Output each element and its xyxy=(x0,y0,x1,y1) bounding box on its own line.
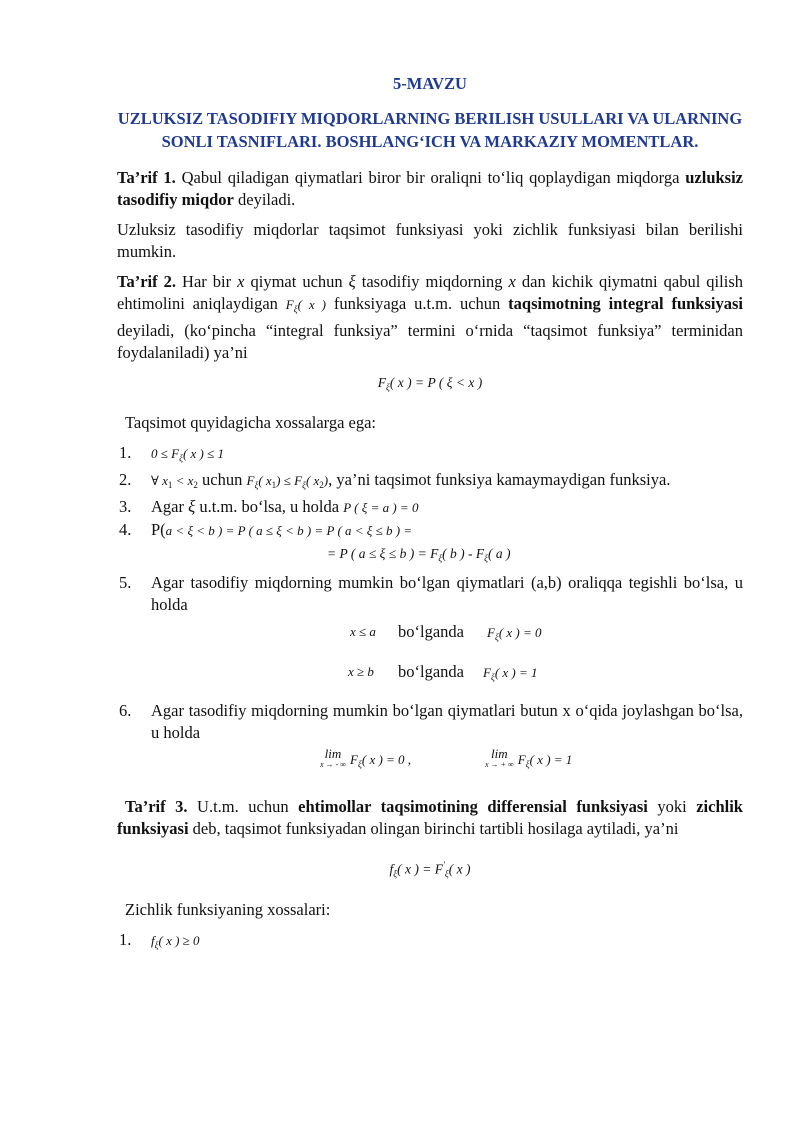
definition-term: zichlik funksiyasi xyxy=(117,797,743,838)
math-subscript: ξ xyxy=(525,759,530,769)
math-subscript: ξ xyxy=(358,759,362,769)
math: ( x xyxy=(258,473,272,488)
formula-density xyxy=(117,854,743,885)
definition-3 xyxy=(117,796,743,840)
text: deb, taqsimot funksiyadan olingan birinchi tartibli hosilaga aytiladi, ya’ni xyxy=(188,819,679,838)
text: uchun xyxy=(197,470,247,489)
definition-text: deyiladi. xyxy=(233,190,296,209)
list-number: 1. xyxy=(119,929,132,949)
list-number: 6. xyxy=(119,701,132,720)
text: qiymat uchun xyxy=(244,272,349,291)
definition-2 xyxy=(117,271,743,364)
list-item xyxy=(119,519,743,542)
math: ( x xyxy=(305,473,320,488)
math: f xyxy=(389,861,394,877)
text: tasodifiy miqdorning xyxy=(355,272,509,291)
math-arg: ( x ) xyxy=(297,297,326,312)
math: F xyxy=(483,665,491,680)
math-subscript: ξ xyxy=(386,382,390,392)
math: F xyxy=(377,375,387,390)
list-item xyxy=(119,442,743,469)
list-text xyxy=(151,442,743,469)
list-number: 4. xyxy=(119,520,132,539)
math: P ( ξ = a ) = 0 xyxy=(343,500,419,515)
definition-label: Ta’rif 2. xyxy=(117,272,177,291)
text: bo‘lganda xyxy=(398,622,464,641)
definition-term: uzluksiz tasodifiy miqdor xyxy=(117,168,744,209)
definition-term: taqsimotning integral funksiyasi xyxy=(508,294,743,313)
math-subscript: 2 xyxy=(193,480,198,490)
math-subscript: ξ xyxy=(254,480,259,490)
density-intro: Zichlik funksiyaning xossalari: xyxy=(125,899,331,919)
math-subscript: ξ xyxy=(438,553,443,563)
document-page xyxy=(117,0,743,956)
list-text xyxy=(151,469,743,496)
math: ) ≤ F xyxy=(276,473,303,488)
math-subscript: 1 xyxy=(271,480,277,490)
text: Agar xyxy=(151,497,189,516)
list-text xyxy=(151,519,743,542)
case-row xyxy=(119,661,743,688)
definition-label: Ta’rif 3. xyxy=(125,797,188,816)
paragraph: Uzluksiz tasodifiy miqdorlar taqsimot funksiyasi yoki zichlik funksiyasi bilan berilishi mumkin. xyxy=(117,220,743,261)
math: lim xyxy=(491,746,508,761)
math: ( x ) xyxy=(448,861,471,877)
properties-intro: Taqsimot quyidagicha xossalarga ega: xyxy=(125,413,377,432)
math: ( x ) = F xyxy=(397,861,443,877)
math-subscript: ξ xyxy=(444,868,449,879)
math-subscript: 2 xyxy=(319,480,324,490)
math: F xyxy=(246,473,255,488)
math: = P ( a ≤ ξ ≤ b ) = F xyxy=(327,546,439,561)
math-subscript: ξ xyxy=(494,632,499,642)
list-item xyxy=(119,496,743,519)
topic-heading: 5-MAVZU xyxy=(393,74,467,93)
list-text: Agar tasodifiy miqdorning mumkin bo‘lgan qiymatlari (a,b) oraliqqa tegishli bo‘lsa, u holda xyxy=(151,573,743,614)
math: a < ξ < b ) = P ( a ≤ ξ < b ) = P ( a < ξ ≤ b ) = xyxy=(165,523,413,538)
list-item xyxy=(119,700,743,744)
math: ( x ) = P ( ξ < x ) xyxy=(389,375,483,390)
limit-plus xyxy=(485,748,572,775)
math-subscript: ξ xyxy=(393,868,398,879)
limits-row xyxy=(119,748,743,775)
list-number: 3. xyxy=(119,497,132,516)
text: Har bir xyxy=(176,272,238,291)
math: x ≤ a xyxy=(350,624,376,639)
math: ( x ) = 1 xyxy=(494,665,538,680)
text: U.t.m. uchun xyxy=(187,797,299,816)
formula-continuation xyxy=(119,542,743,570)
math-prime: ' xyxy=(442,860,445,870)
math-subscript: 1 xyxy=(167,480,173,490)
math: ∀ x xyxy=(151,473,168,488)
text: yoki xyxy=(647,797,697,816)
case-row xyxy=(119,621,743,648)
math: ( x ) = 0 , xyxy=(361,752,412,767)
math-var: F xyxy=(285,297,294,312)
list-item xyxy=(119,469,743,496)
math-subscript: ξ xyxy=(302,480,306,490)
math: ( x ) ≥ 0 xyxy=(158,932,200,948)
list-number: 2. xyxy=(119,470,132,489)
math-var: x xyxy=(508,272,516,291)
math: < x xyxy=(172,473,194,488)
math: f xyxy=(151,932,155,948)
math: 0 ≤ F xyxy=(151,446,180,461)
math: ( a ) xyxy=(488,546,511,561)
math: x ≥ b xyxy=(348,664,374,679)
limit-minus xyxy=(320,748,485,775)
list-item xyxy=(119,572,743,616)
math-subscript: ξ xyxy=(179,453,183,463)
definition-label: Ta’rif 1. xyxy=(117,168,176,187)
math: ( b ) - F xyxy=(442,546,485,561)
math: F xyxy=(350,752,358,767)
definition-term: ehtimollar taqsimotining differensial funksiyasi xyxy=(298,797,648,816)
formula-integral xyxy=(117,372,743,398)
list-number: 1. xyxy=(119,443,132,462)
list-text xyxy=(151,929,743,956)
math: ) xyxy=(323,473,329,488)
text: P( xyxy=(151,520,166,539)
text: dan kichik qiymatni qabul qilish ehtimolini aniqlaydigan xyxy=(117,272,743,313)
math-var: ξ xyxy=(188,497,196,516)
properties-list xyxy=(117,442,743,775)
text: bo‘lganda xyxy=(398,662,464,681)
text: funksiyaga u.t.m. uchun xyxy=(325,294,509,313)
definition-text: Qabul qiladigan qiymatlari biror bir oraliqni to‘liq qoplaydigan miqdorga xyxy=(175,168,686,187)
math-var: ξ xyxy=(348,272,356,291)
list-text xyxy=(151,496,743,519)
math-subscript: ξ xyxy=(154,939,159,950)
math: lim xyxy=(324,746,342,761)
math: F xyxy=(517,752,526,767)
list-item xyxy=(117,929,743,956)
text: deyiladi, (ko‘pincha “integral funksiya” termini o‘rnida “taqsimot funksiya” terminidan foydalaniladi) ya’ni xyxy=(117,321,743,362)
math: F xyxy=(487,625,495,640)
list-text: Agar tasodifiy miqdorning mumkin bo‘lgan qiymatlari butun x o‘qida joylashgan bo‘lsa, u holda xyxy=(151,701,743,742)
text: u.t.m. bo‘lsa, u holda xyxy=(195,497,344,516)
definition-1 xyxy=(117,167,743,211)
math: ( x ) = 0 xyxy=(498,625,542,640)
list-number: 5. xyxy=(119,573,132,592)
text: , ya’ni taqsimot funksiya kamaymaydigan funksiya. xyxy=(328,470,671,489)
math-subscript: ξ xyxy=(293,304,298,314)
math-subscript: x → - ∞ xyxy=(320,760,346,769)
math-subscript: x → + ∞ xyxy=(485,760,514,769)
math-var: x xyxy=(237,272,245,291)
math-subscript: ξ xyxy=(490,672,495,682)
document-title: UZLUKSIZ TASODIFIY MIQDORLARNING BERILISH USULLARI VA ULARNING SONLI TASNIFLARI. BOSHLANG‘ICH VA MARKAZIY MOMENTLAR. xyxy=(117,109,743,151)
math-subscript: ξ xyxy=(484,553,489,563)
math: ( x ) = 1 xyxy=(529,752,573,767)
math: ( x ) ≤ 1 xyxy=(182,446,225,461)
